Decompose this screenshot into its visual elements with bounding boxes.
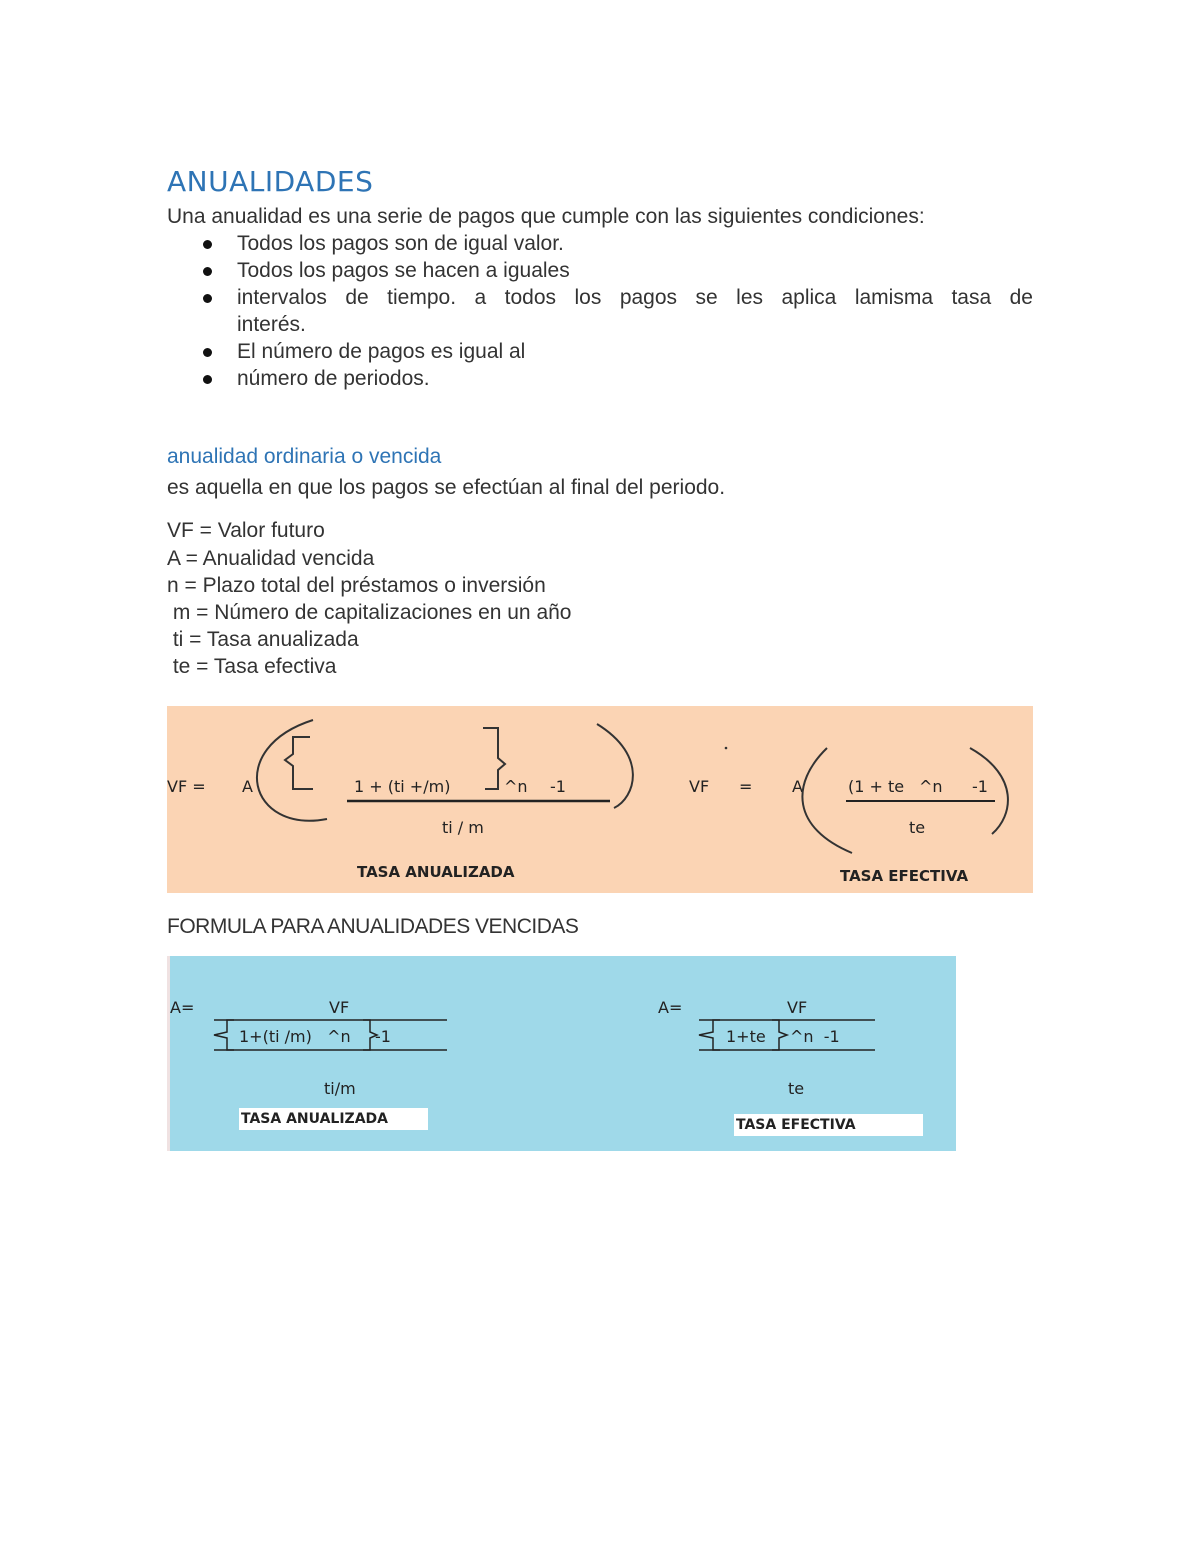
effective-rate-label: TASA EFECTIVA xyxy=(840,867,969,885)
bullet-icon xyxy=(203,267,212,276)
numerator-text: (1 + te xyxy=(848,777,905,796)
inner-text: 1+(ti /m) ^n xyxy=(239,1027,351,1046)
annualized-rate-label-box xyxy=(239,1108,428,1130)
annuity-formula-box xyxy=(167,956,956,1151)
right-brace-icon xyxy=(483,728,505,789)
page-title: ANUALIDADES xyxy=(167,165,374,198)
definition-te: te = Tasa efectiva xyxy=(167,655,337,678)
effective-rate-label-box xyxy=(734,1114,923,1136)
right-brace-icon xyxy=(772,1020,787,1050)
denominator-text: ti/m xyxy=(324,1079,356,1098)
definition-vf: VF = Valor futuro xyxy=(167,519,325,542)
list-item: Todos los pagos son de igual valor. xyxy=(167,230,1033,257)
annualized-rate-label: TASA ANUALIZADA xyxy=(357,863,515,881)
vf-label: VF xyxy=(689,777,710,796)
bullet-icon xyxy=(203,294,212,303)
list-item-continuation: interés. xyxy=(237,313,306,336)
conditions-list xyxy=(167,230,1033,392)
a-label: A xyxy=(242,777,253,796)
left-brace-icon xyxy=(214,1020,234,1050)
list-item: Todos los pagos se hacen a iguales xyxy=(167,257,1033,284)
list-item: El número de pagos es igual al xyxy=(167,338,1033,365)
left-paren-icon xyxy=(257,720,327,821)
vf-label: VF xyxy=(787,998,808,1017)
minus-one-text: -1 xyxy=(972,777,988,796)
annualized-rate-label: TASA ANUALIZADA xyxy=(241,1111,388,1127)
a-label: A= xyxy=(658,998,683,1017)
future-value-formula-figure xyxy=(167,706,1033,893)
list-item: intervalos de tiempo. a todos los pagos se les aplica lamisma tasa de xyxy=(167,284,1033,311)
a-label: A xyxy=(792,777,803,796)
exponent-text: ^n xyxy=(504,777,528,796)
dot-mark xyxy=(725,747,728,750)
exponent-text: ^n -1 xyxy=(790,1027,840,1046)
formula-heading: FORMULA PARA ANUALIDADES VENCIDAS xyxy=(167,915,579,938)
numerator-text: 1 + (ti +/m) xyxy=(354,777,451,796)
inner-text: 1+te xyxy=(726,1027,766,1046)
intro-paragraph: Una anualidad es una serie de pagos que cumple con las siguientes condiciones: xyxy=(167,205,925,228)
vf-label: VF xyxy=(329,998,350,1017)
bullet-icon xyxy=(203,375,212,384)
right-paren-icon xyxy=(597,724,633,808)
bullet-icon xyxy=(203,240,212,249)
left-paren-icon xyxy=(802,748,852,853)
vf-label: VF = xyxy=(167,777,206,796)
definition-ti: ti = Tasa anualizada xyxy=(167,628,359,651)
section-description: es aquella en que los pagos se efectúan al final del periodo. xyxy=(167,476,726,499)
definition-m: m = Número de capitalizaciones en un año xyxy=(167,601,572,624)
left-brace-icon xyxy=(699,1020,720,1050)
a-label: A= xyxy=(170,998,195,1017)
definition-n: n = Plazo total del préstamos o inversión xyxy=(167,574,546,597)
denominator-text: te xyxy=(788,1079,805,1098)
definition-a: A = Anualidad vencida xyxy=(167,547,375,570)
left-brace-icon xyxy=(285,737,313,789)
denominator-text: te xyxy=(909,818,926,837)
minus-one-text: -1 xyxy=(550,777,566,796)
exponent-text: ^n xyxy=(919,777,943,796)
bullet-icon xyxy=(203,348,212,357)
section-subtitle: anualidad ordinaria o vencida xyxy=(167,445,442,468)
future-value-formula-box xyxy=(167,706,1033,893)
effective-rate-label: TASA EFECTIVA xyxy=(736,1117,856,1133)
equals-sign: = xyxy=(739,777,753,796)
list-item: número de periodos. xyxy=(167,365,1033,392)
minus-one-text: -1 xyxy=(375,1027,391,1046)
denominator-text: ti / m xyxy=(442,818,484,837)
